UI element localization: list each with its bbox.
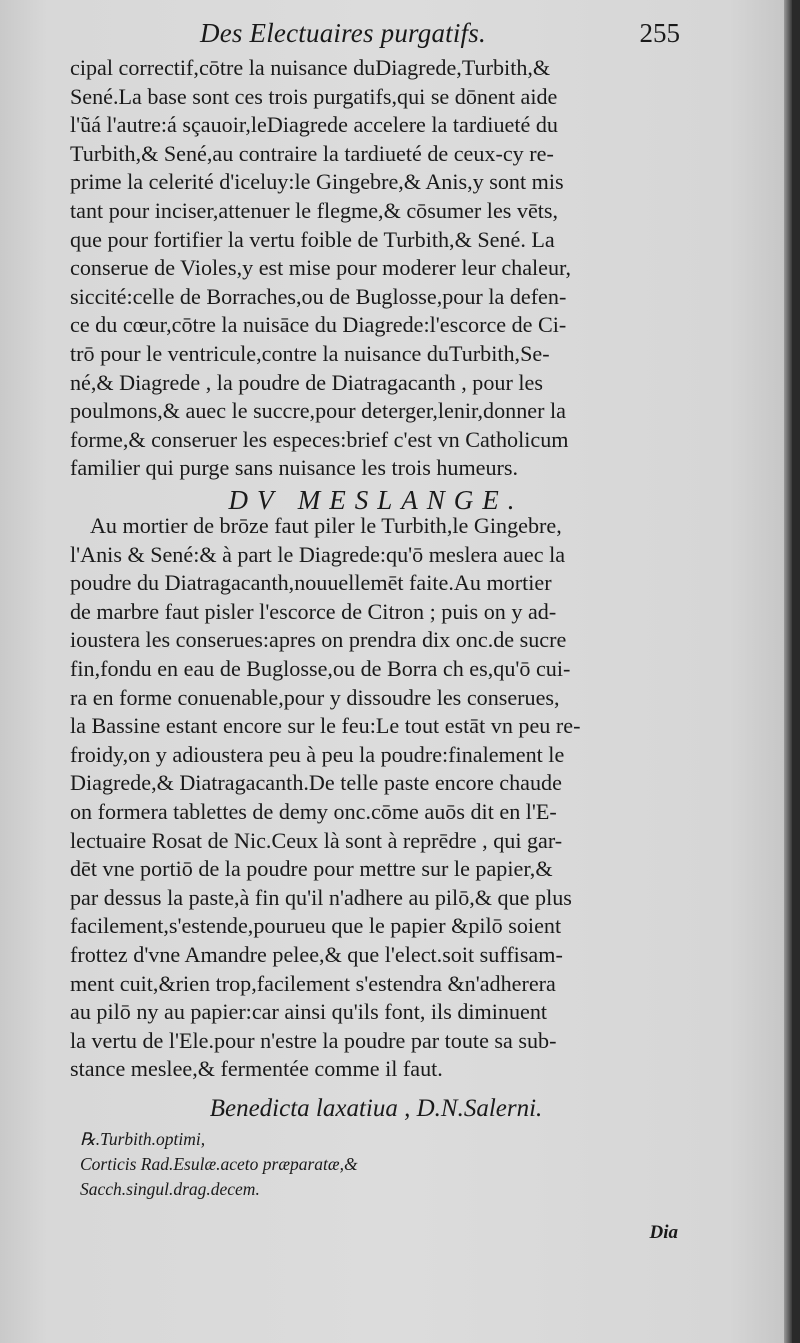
text-line: l'Anis & Sené:& à part le Diagrede:qu'ō meslera auec la: [70, 541, 566, 567]
recipe-title: Benedicta laxatiua , D.N.Salerni.: [209, 1095, 543, 1122]
ingredient-line: Sacch.singul.drag.decem.: [80, 1179, 260, 1199]
text-line: ment cuit,&rien trop,facilement s'estendra &n'adherera: [70, 970, 556, 996]
text-line: lectuaire Rosat de Nic.Ceux là sont à reprēdre , qui gar-: [70, 827, 563, 853]
text-line: ioustera les conserues:apres on prendra dix onc.de sucre: [70, 627, 567, 653]
ingredient-line: Corticis Rad.Esulæ.aceto præparatæ,&: [80, 1154, 358, 1174]
text-line: Turbith,& Sené,au contraire la tardiueté de ceux-cy re-: [70, 140, 554, 166]
text-line: conserue de Violes,y est mise pour moderer leur chaleur,: [70, 255, 572, 281]
page-number: 255: [639, 18, 680, 48]
ingredient-line: ℞.Turbith.optimi,: [80, 1129, 206, 1149]
text-line: dēt vne portiō de la poudre pour mettre sur le papier,&: [70, 856, 553, 882]
text-line: Sené.La base sont ces trois purgatifs,qui se dōnent aide: [70, 83, 558, 109]
page-edge-shadow: [784, 0, 792, 1343]
text-line: tant pour inciser,attenuer le flegme,& cōsumer les vēts,: [70, 197, 559, 223]
text-line: trō pour le ventricule,contre la nuisance duTurbith,Se-: [70, 340, 550, 366]
text-line: poulmons,& auec le succre,pour deterger,lenir,donner la: [70, 398, 566, 424]
text-line: siccité:celle de Borraches,ou de Buglosse,pour la defen-: [70, 283, 567, 309]
text-line: la vertu de l'Ele.pour n'estre la poudre par toute sa sub-: [70, 1027, 557, 1053]
running-title: Des Electuaires purgatifs.: [200, 18, 486, 48]
text-line: l'ũá l'autre:á sçauoir,leDiagrede accelere la tardiueté du: [70, 112, 558, 138]
paragraph-correctives: [70, 54, 682, 483]
text-line: de marbre faut pisler l'escorce de Citron ; puis on y ad-: [70, 598, 557, 624]
text-line: cipal correctif,cōtre la nuisance duDiagrede,Turbith,&: [70, 55, 551, 80]
text-line: fin,fondu en eau de Buglosse,ou de Borra ch es,qu'ō cui-: [70, 655, 571, 681]
text-line: au pilō ny au papier:car ainsi qu'ils font, ils diminuent: [70, 999, 548, 1025]
text-line: par dessus la paste,à fin qu'il n'adhere au pilō,& que plus: [70, 884, 572, 910]
paragraph-mixing: [70, 512, 682, 1084]
text-line: ra en forme conuenable,pour y dissoudre les conserues,: [70, 684, 560, 710]
text-line: Au mortier de brōze faut piler le Turbith,le Gingebre,: [89, 513, 562, 538]
text-line: prime la celerité d'iceluy:le Gingebre,& Anis,y sont mis: [70, 169, 564, 195]
text-line: facilement,s'estende,pourueu que le papier &pilō soient: [70, 913, 562, 939]
page-header: [60, 18, 680, 58]
section-heading: DV MESLANGE.: [228, 485, 524, 515]
text-line: stance meslee,& fermentée comme il faut.: [70, 1056, 443, 1082]
catchword: Dia: [649, 1222, 678, 1243]
text-line: familier qui purge sans nuisance les trois humeurs.: [70, 455, 519, 481]
ingredient-list: [80, 1127, 358, 1202]
text-line: on formera tablettes de demy onc.cōme auōs dit en l'E-: [70, 798, 557, 824]
text-line: ce du cœur,cōtre la nuisāce du Diagrede:l'escorce de Ci-: [70, 312, 567, 338]
text-line: Diagrede,& Diatragacanth.De telle paste encore chaude: [70, 770, 562, 796]
text-line: forme,& conseruer les especes:brief c'est vn Catholicum: [70, 426, 569, 452]
text-line: poudre du Diatragacanth,nouuellemēt faite.Au mortier: [70, 570, 552, 596]
text-line: né,& Diagrede , la poudre de Diatragacanth , pour les: [70, 369, 543, 395]
text-line: froidy,on y adioustera peu à peu la poudre:finalement le: [70, 741, 565, 767]
text-line: frottez d'vne Amandre pelee,& que l'elect.soit suffisam-: [70, 941, 563, 967]
text-line: la Bassine estant encore sur le feu:Le tout estāt vn peu re-: [70, 713, 581, 739]
text-line: que pour fortifier la vertu foible de Turbith,& Sené. La: [70, 226, 555, 252]
